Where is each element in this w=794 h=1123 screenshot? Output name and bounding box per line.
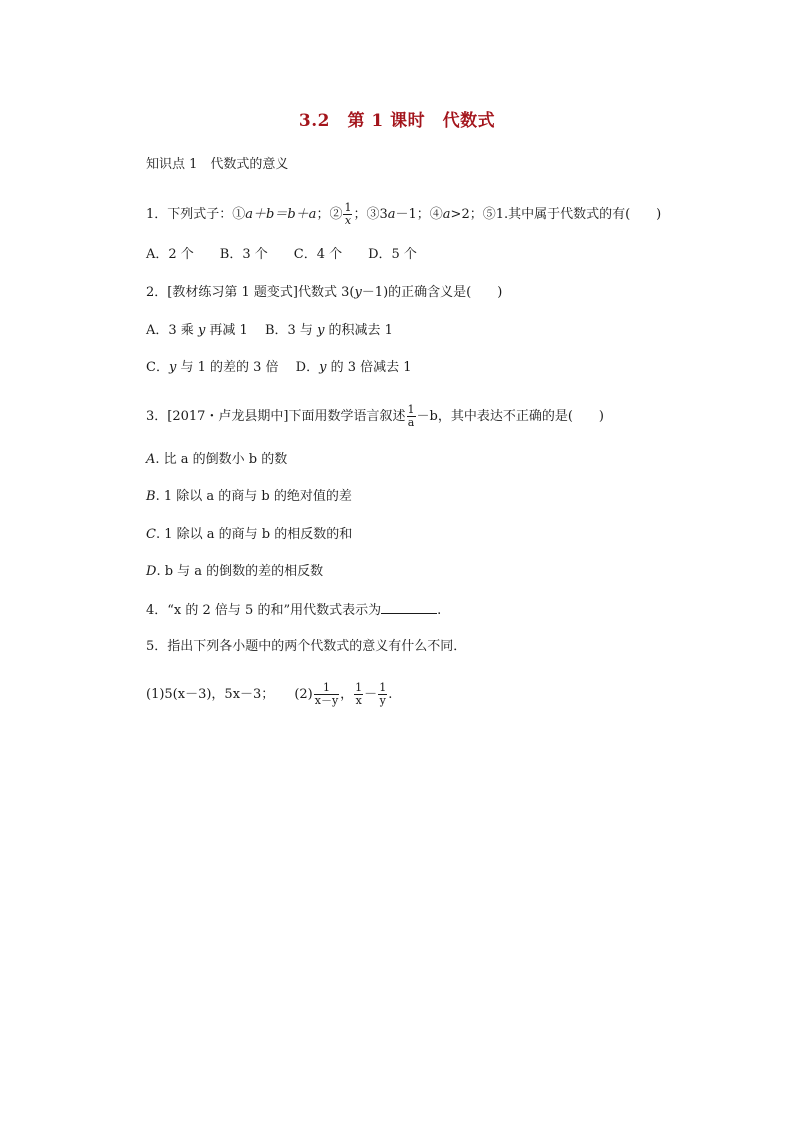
question-3-option-a: A. 比 a 的倒数小 b 的数 — [146, 452, 288, 467]
question-3-option-b: B. 1 除以 a 的商与 b 的绝对值的差 — [146, 489, 352, 504]
question-1-options: A．2 个 B．3 个 C．4 个 D．5 个 — [146, 247, 417, 262]
question-5-part-1: (1)5(x－3)，5x－3； — [146, 687, 275, 702]
question-3-option-d: D. b 与 a 的倒数的差的相反数 — [146, 564, 324, 579]
fraction-1-over-y: $\frac{1}{y}$ — [379, 681, 387, 707]
question-4: 4．“x 的 2 倍与 5 的和”用代数式表示为 . — [146, 603, 442, 618]
question-2-options-cd: C．y 与 1 的差的 3 倍 D．y 的 3 倍减去 1 — [146, 360, 412, 375]
question-3-option-c: C. 1 除以 a 的商与 b 的相反数的和 — [146, 527, 353, 542]
fraction-1-over-x-minus-y: $\frac{1}{x-y}$ — [314, 681, 339, 707]
answer-blank[interactable] — [381, 601, 437, 614]
question-3-stem: 3．[2017・卢龙县期中]下面用数学语言叙述 $\frac{1}{a}$ －b，其中表达不正确的是( ) — [146, 403, 604, 429]
section-heading: 知识点 1 代数式的意义 — [146, 157, 289, 172]
question-1-stem: 1．下列式子：①a＋b＝b＋a；② $\frac{1}{x}$ ；③3a－1；④a>2；⑤1.其中属于代数式的有( ) — [146, 201, 662, 227]
question-2-stem: 2．[教材练习第 1 题变式]代数式 3(y－1)的正确含义是( ) — [146, 285, 503, 300]
fraction-1-over-x: $\frac{1}{x}$ — [355, 681, 363, 707]
page-title: 3.2 第 1 课时 代数式 — [298, 111, 496, 131]
question-5-parts: (1)5(x－3)，5x－3； (2) $\frac{1}{x-y}$ ， $\frac{1}{x}$ － $\frac{1}{y}$ . — [146, 681, 393, 707]
question-2-options-ab: A．3 乘 y 再减 1 B．3 与 y 的积减去 1 — [146, 323, 393, 338]
question-5-stem: 5．指出下列各小题中的两个代数式的意义有什么不同． — [146, 639, 467, 654]
fraction-1-over-a: $\frac{1}{a}$ — [407, 403, 415, 429]
fraction-1-over-x: $\frac{1}{x}$ — [344, 201, 352, 227]
